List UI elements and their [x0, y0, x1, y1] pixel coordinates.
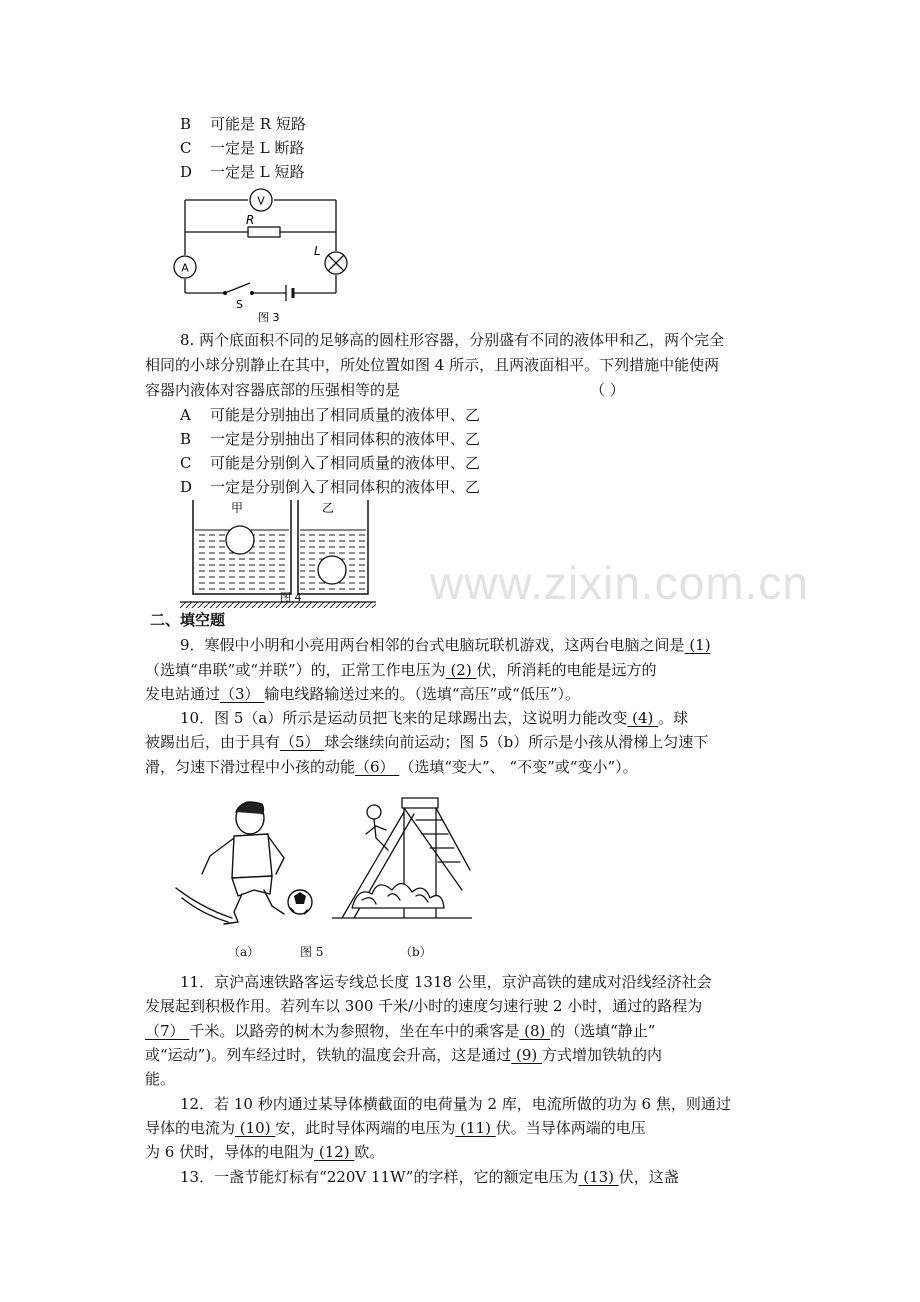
blank-9: (9): [511, 1046, 542, 1064]
q7-option-b: B 可能是 R 短路: [180, 115, 306, 133]
blank-3: （3）: [220, 685, 265, 703]
q11-line-3: （7） 千米。以路旁的树木为参照物，坐在车中的乘客是 (8) 的（选填“静止”: [145, 1022, 656, 1040]
fig5-caption: 图 5: [300, 945, 324, 959]
blank-10: (10): [235, 1119, 276, 1137]
q11-line-4: 或“运动”)。列车经过时，铁轨的温度会升高，这是通过 (9) 方式增加铁轨的内: [145, 1046, 663, 1064]
football-player-illustration: [172, 790, 322, 930]
q12-line-3: 为 6 伏时，导体的电阻为 (12) 欧。: [145, 1143, 385, 1161]
q10-line-1: 10．图 5（a）所示是运动员把飞来的足球踢出去，这说明力能改变 (4) 。球: [180, 709, 689, 727]
ammeter-label: A: [181, 261, 189, 275]
q8-answer-paren: （ ）: [590, 381, 625, 399]
switch-label: S: [236, 298, 243, 311]
q10-line-2: 被踢出后，由于具有（5） 球会继续向前运动；图 5（b）所示是小孩从滑梯上匀速下: [145, 733, 709, 751]
q12-line-1: 12．若 10 秒内通过某导体横截面的电荷量为 2 库，电流所做的功为 6 焦，则通过: [180, 1095, 731, 1113]
fig5-label-b: （b）: [400, 945, 432, 959]
blank-12: (12): [314, 1143, 355, 1161]
q8-option-d: D 一定是分别倒入了相同体积的液体甲、乙: [180, 478, 481, 496]
blank-8: (8): [519, 1022, 551, 1040]
blank-7: （7）: [145, 1022, 190, 1040]
resistor-label: R: [246, 213, 255, 227]
q7-option-d: D 一定是 L 短路: [180, 163, 305, 181]
q8-line-2: 相同的小球分别静止在其中，所处位置如图 4 所示，且两液面相平。下列措施中能使两: [145, 356, 720, 374]
voltmeter-label: V: [257, 194, 265, 208]
liquid-yi-label: 乙: [322, 501, 335, 515]
blank-2: (2): [445, 661, 477, 679]
fig4-caption: 图 4: [280, 591, 302, 604]
blank-13: (13): [578, 1168, 619, 1186]
q13-line-1: 13．一盏节能灯标有“220V 11W”的字样，它的额定电压为 (13) 伏，这盏: [180, 1168, 679, 1186]
containers-diagram-fig4: [178, 496, 378, 612]
q12-line-2: 导体的电流为 (10) 安，此时导体两端的电压为 (11) 伏。当导体两端的电压: [145, 1119, 646, 1137]
section-title-fill-in: 二、填空题: [150, 611, 226, 629]
blank-11: (11): [455, 1119, 496, 1137]
q7-option-c: C 一定是 L 断路: [180, 139, 305, 157]
circuit-diagram-fig3: [170, 185, 350, 325]
fig5-label-a: （a）: [228, 945, 260, 959]
q9-line-3: 发电站通过（3） 输电线路输送过来的。（选填“高压”或“低压”）。: [145, 685, 581, 703]
q8-line-3: 容器内液体对容器底部的压强相等的是: [145, 381, 401, 399]
q8-option-c: C 可能是分别倒入了相同质量的液体甲、乙: [180, 454, 481, 472]
q11-line-2: 发展起到积极作用。若列车以 300 千米/小时的速度匀速行驶 2 小时，通过的路程为: [145, 997, 703, 1015]
slide-illustration: [332, 790, 472, 930]
liquid-jia-label: 甲: [231, 501, 244, 515]
q8-option-b: B 一定是分别抽出了相同体积的液体甲、乙: [180, 430, 481, 448]
blank-5: （5）: [280, 733, 325, 751]
fig3-caption: 图 3: [258, 311, 280, 324]
blank-1: (1): [684, 636, 711, 654]
q8-line-1: 8. 两个底面积不同的足够高的圆柱形容器，分别盛有不同的液体甲和乙，两个完全: [180, 331, 725, 349]
lamp-label: L: [314, 244, 321, 258]
blank-4: (4): [627, 709, 659, 727]
q11-line-1: 11．京沪高速铁路客运专线总长度 1318 公里，京沪高铁的建成对沿线经济社会: [180, 973, 712, 991]
q9-line-2: （选填“串联”或“并联”）的，正常工作电压为 (2) 伏，所消耗的电能是远方的: [145, 661, 657, 679]
q11-line-5: 能。: [145, 1070, 176, 1088]
q10-line-3: 滑，匀速下滑过程中小孩的动能（6） （选填“变大”、 “不变”或“变小”）。: [145, 758, 638, 776]
q9-line-1: 9．寒假中小明和小亮用两台相邻的台式电脑玩联机游戏，这两台电脑之间是 (1): [180, 636, 711, 654]
watermark: www.zixin.com.cn: [430, 557, 809, 609]
blank-6: （6）: [355, 758, 400, 776]
q8-option-a: A 可能是分别抽出了相同质量的液体甲、乙: [180, 406, 481, 424]
